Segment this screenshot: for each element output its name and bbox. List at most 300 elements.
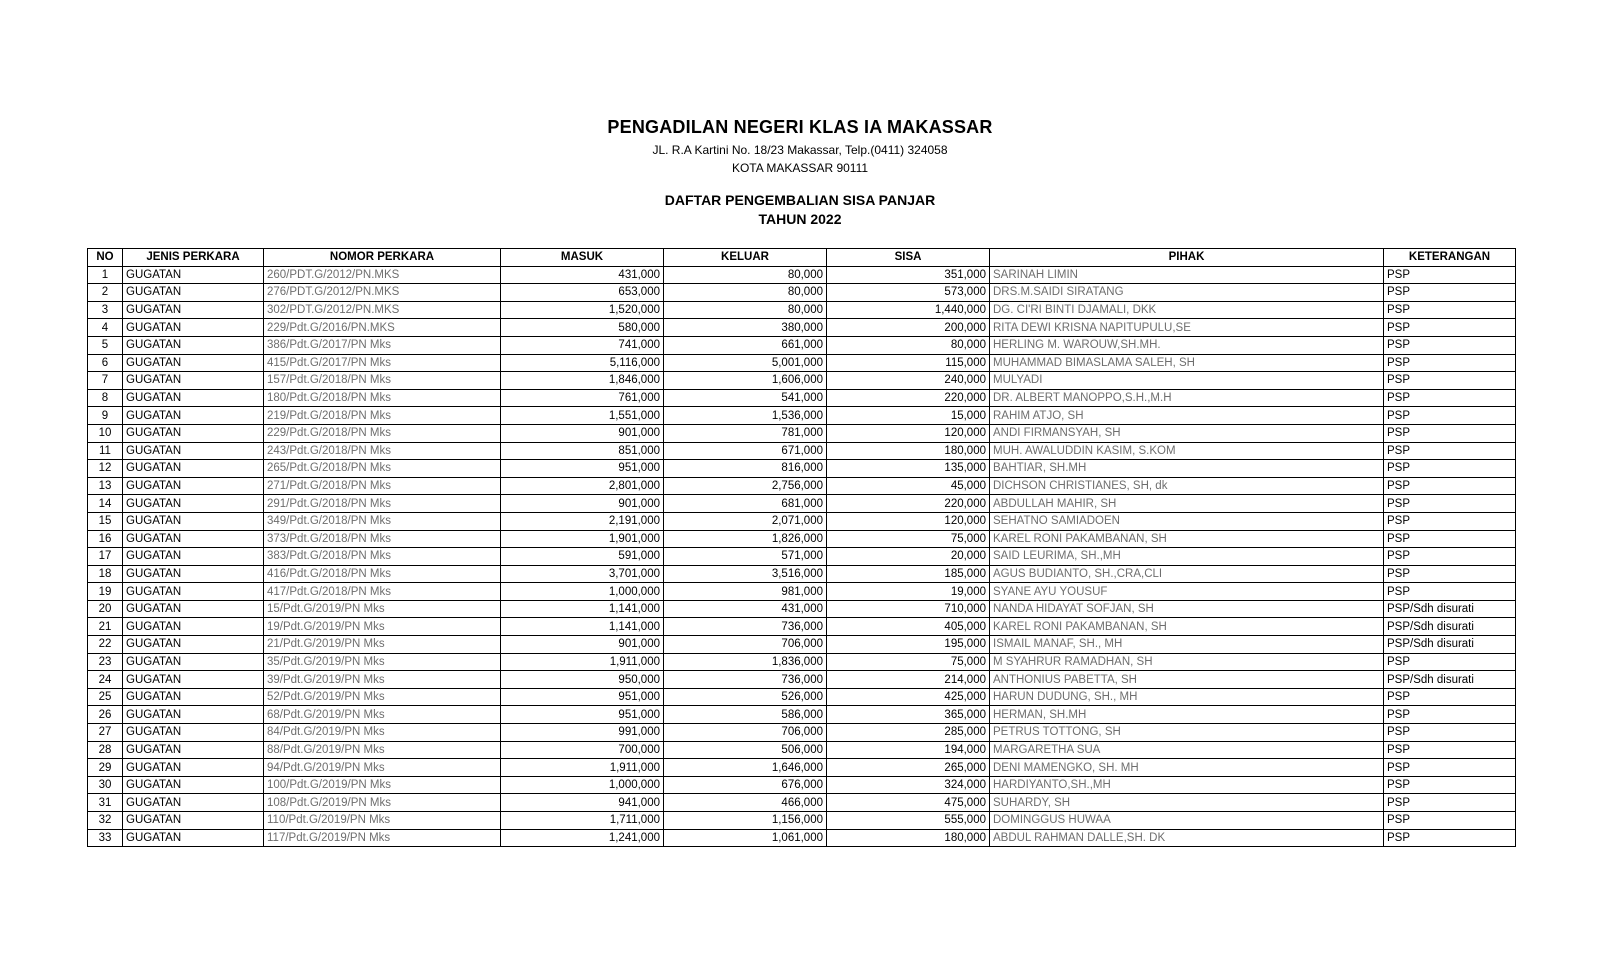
case-type-cell: GUGATAN — [123, 706, 264, 724]
remarks-cell: PSP — [1384, 548, 1516, 566]
party-cell: SEHATNO SAMIADOEN — [990, 512, 1384, 530]
party-cell: BAHTIAR, SH.MH — [990, 460, 1384, 478]
amount-out-cell: 816,000 — [664, 460, 827, 478]
party-cell: MUH. AWALUDDIN KASIM, S.KOM — [990, 442, 1384, 460]
remarks-cell: PSP — [1384, 266, 1516, 284]
party-cell: SUHARDY, SH — [990, 794, 1384, 812]
row-number-cell: 27 — [88, 724, 123, 742]
party-cell: MUHAMMAD BIMASLAMA SALEH, SH — [990, 354, 1384, 372]
court-city: KOTA MAKASSAR 90111 — [731, 161, 869, 175]
remarks-cell: PSP — [1384, 336, 1516, 354]
amount-in-cell: 1,520,000 — [501, 301, 664, 319]
table-header-row — [88, 249, 1516, 267]
column-header-pihak: PIHAK — [990, 249, 1384, 267]
balance-cell: 324,000 — [827, 776, 990, 794]
balance-cell: 425,000 — [827, 688, 990, 706]
case-number-cell: 52/Pdt.G/2019/PN Mks — [264, 688, 501, 706]
balance-cell: 573,000 — [827, 284, 990, 302]
table-row — [88, 266, 1516, 284]
case-type-cell: GUGATAN — [123, 600, 264, 618]
table-row — [88, 407, 1516, 425]
court-address: JL. R.A Kartini No. 18/23 Makassar, Telp.(0411) 324058 — [652, 143, 948, 157]
case-type-cell: GUGATAN — [123, 424, 264, 442]
party-cell: KAREL RONI PAKAMBANAN, SH — [990, 530, 1384, 548]
balance-cell: 365,000 — [827, 706, 990, 724]
court-name: PENGADILAN NEGERI KLAS IA MAKASSAR — [607, 117, 993, 137]
balance-cell: 240,000 — [827, 372, 990, 390]
party-cell: HERLING M. WAROUW,SH.MH. — [990, 336, 1384, 354]
table-row — [88, 477, 1516, 495]
table-row — [88, 284, 1516, 302]
case-number-cell: 373/Pdt.G/2018/PN Mks — [264, 530, 501, 548]
amount-out-cell: 661,000 — [664, 336, 827, 354]
case-type-cell: GUGATAN — [123, 583, 264, 601]
case-number-cell: 291/Pdt.G/2018/PN Mks — [264, 495, 501, 513]
amount-in-cell: 1,241,000 — [501, 829, 664, 847]
balance-cell: 555,000 — [827, 812, 990, 830]
remarks-cell: PSP — [1384, 460, 1516, 478]
balance-cell: 220,000 — [827, 389, 990, 407]
party-cell: HARUN DUDUNG, SH., MH — [990, 688, 1384, 706]
remarks-cell: PSP/Sdh disurati — [1384, 636, 1516, 654]
balance-cell: 265,000 — [827, 759, 990, 777]
case-number-cell: 94/Pdt.G/2019/PN Mks — [264, 759, 501, 777]
case-type-cell: GUGATAN — [123, 407, 264, 425]
case-number-cell: 302/PDT.G/2012/PN.MKS — [264, 301, 501, 319]
amount-in-cell: 851,000 — [501, 442, 664, 460]
amount-out-cell: 706,000 — [664, 636, 827, 654]
amount-out-cell: 526,000 — [664, 688, 827, 706]
row-number-cell: 15 — [88, 512, 123, 530]
case-number-cell: 35/Pdt.G/2019/PN Mks — [264, 653, 501, 671]
balance-cell: 475,000 — [827, 794, 990, 812]
table-row — [88, 424, 1516, 442]
balance-cell: 185,000 — [827, 565, 990, 583]
row-number-cell: 8 — [88, 389, 123, 407]
case-number-cell: 100/Pdt.G/2019/PN Mks — [264, 776, 501, 794]
amount-out-cell: 5,001,000 — [664, 354, 827, 372]
balance-cell: 195,000 — [827, 636, 990, 654]
case-number-cell: 110/Pdt.G/2019/PN Mks — [264, 812, 501, 830]
case-type-cell: GUGATAN — [123, 812, 264, 830]
party-cell: M SYAHRUR RAMADHAN, SH — [990, 653, 1384, 671]
amount-out-cell: 3,516,000 — [664, 565, 827, 583]
case-number-cell: 84/Pdt.G/2019/PN Mks — [264, 724, 501, 742]
case-type-cell: GUGATAN — [123, 741, 264, 759]
amount-out-cell: 1,156,000 — [664, 812, 827, 830]
case-type-cell: GUGATAN — [123, 548, 264, 566]
case-number-cell: 276/PDT.G/2012/PN.MKS — [264, 284, 501, 302]
case-type-cell: GUGATAN — [123, 776, 264, 794]
case-type-cell: GUGATAN — [123, 688, 264, 706]
party-cell: ABDULLAH MAHIR, SH — [990, 495, 1384, 513]
row-number-cell: 30 — [88, 776, 123, 794]
amount-in-cell: 1,911,000 — [501, 653, 664, 671]
case-type-cell: GUGATAN — [123, 460, 264, 478]
table-row — [88, 776, 1516, 794]
remarks-cell: PSP — [1384, 512, 1516, 530]
amount-out-cell: 736,000 — [664, 618, 827, 636]
party-cell: SARINAH LIMIN — [990, 266, 1384, 284]
balance-cell: 405,000 — [827, 618, 990, 636]
remarks-cell: PSP/Sdh disurati — [1384, 618, 1516, 636]
column-header-jenis-perkara: JENIS PERKARA — [123, 249, 264, 267]
case-number-cell: 157/Pdt.G/2018/PN Mks — [264, 372, 501, 390]
balance-cell: 15,000 — [827, 407, 990, 425]
case-number-cell: 229/Pdt.G/2018/PN Mks — [264, 424, 501, 442]
remarks-cell: PSP — [1384, 424, 1516, 442]
case-type-cell: GUGATAN — [123, 530, 264, 548]
amount-out-cell: 80,000 — [664, 284, 827, 302]
case-number-cell: 386/Pdt.G/2017/PN Mks — [264, 336, 501, 354]
balance-cell: 200,000 — [827, 319, 990, 337]
table-row — [88, 706, 1516, 724]
table-row — [88, 618, 1516, 636]
party-cell: KAREL RONI PAKAMBANAN, SH — [990, 618, 1384, 636]
case-number-cell: 417/Pdt.G/2018/PN Mks — [264, 583, 501, 601]
refund-table — [87, 248, 1516, 847]
table-row — [88, 829, 1516, 847]
row-number-cell: 1 — [88, 266, 123, 284]
balance-cell: 1,440,000 — [827, 301, 990, 319]
remarks-cell: PSP — [1384, 372, 1516, 390]
table-row — [88, 530, 1516, 548]
remarks-cell: PSP — [1384, 759, 1516, 777]
balance-cell: 710,000 — [827, 600, 990, 618]
amount-out-cell: 80,000 — [664, 301, 827, 319]
party-cell: DOMINGGUS HUWAA — [990, 812, 1384, 830]
row-number-cell: 19 — [88, 583, 123, 601]
case-number-cell: 243/Pdt.G/2018/PN Mks — [264, 442, 501, 460]
amount-in-cell: 3,701,000 — [501, 565, 664, 583]
table-row — [88, 354, 1516, 372]
case-type-cell: GUGATAN — [123, 284, 264, 302]
case-number-cell: 229/Pdt.G/2016/PN.MKS — [264, 319, 501, 337]
remarks-cell: PSP — [1384, 724, 1516, 742]
column-header-sisa: SISA — [827, 249, 990, 267]
balance-cell: 45,000 — [827, 477, 990, 495]
balance-cell: 180,000 — [827, 442, 990, 460]
row-number-cell: 6 — [88, 354, 123, 372]
remarks-cell: PSP/Sdh disurati — [1384, 600, 1516, 618]
amount-out-cell: 1,836,000 — [664, 653, 827, 671]
party-cell: RAHIM ATJO, SH — [990, 407, 1384, 425]
amount-out-cell: 541,000 — [664, 389, 827, 407]
table-row — [88, 372, 1516, 390]
amount-out-cell: 571,000 — [664, 548, 827, 566]
table-row — [88, 301, 1516, 319]
table-row — [88, 336, 1516, 354]
balance-cell: 19,000 — [827, 583, 990, 601]
party-cell: RITA DEWI KRISNA NAPITUPULU,SE — [990, 319, 1384, 337]
table-row — [88, 600, 1516, 618]
remarks-cell: PSP — [1384, 530, 1516, 548]
row-number-cell: 2 — [88, 284, 123, 302]
balance-cell: 220,000 — [827, 495, 990, 513]
amount-in-cell: 1,551,000 — [501, 407, 664, 425]
table-row — [88, 812, 1516, 830]
column-header-keluar: KELUAR — [664, 249, 827, 267]
case-number-cell: 416/Pdt.G/2018/PN Mks — [264, 565, 501, 583]
amount-out-cell: 1,606,000 — [664, 372, 827, 390]
balance-cell: 214,000 — [827, 671, 990, 689]
case-number-cell: 19/Pdt.G/2019/PN Mks — [264, 618, 501, 636]
table-row — [88, 653, 1516, 671]
party-cell: ABDUL RAHMAN DALLE,SH. DK — [990, 829, 1384, 847]
party-cell: MULYADI — [990, 372, 1384, 390]
amount-in-cell: 431,000 — [501, 266, 664, 284]
remarks-cell: PSP — [1384, 829, 1516, 847]
case-type-cell: GUGATAN — [123, 794, 264, 812]
remarks-cell: PSP — [1384, 688, 1516, 706]
remarks-cell: PSP — [1384, 706, 1516, 724]
case-number-cell: 383/Pdt.G/2018/PN Mks — [264, 548, 501, 566]
amount-out-cell: 2,756,000 — [664, 477, 827, 495]
table-body — [88, 266, 1516, 847]
remarks-cell: PSP — [1384, 389, 1516, 407]
table-row — [88, 794, 1516, 812]
remarks-cell: PSP — [1384, 812, 1516, 830]
column-header-no: NO — [88, 249, 123, 267]
case-number-cell: 108/Pdt.G/2019/PN Mks — [264, 794, 501, 812]
case-type-cell: GUGATAN — [123, 565, 264, 583]
case-number-cell: 260/PDT.G/2012/PN.MKS — [264, 266, 501, 284]
amount-out-cell: 676,000 — [664, 776, 827, 794]
row-number-cell: 11 — [88, 442, 123, 460]
amount-in-cell: 901,000 — [501, 495, 664, 513]
case-type-cell: GUGATAN — [123, 389, 264, 407]
amount-in-cell: 1,141,000 — [501, 618, 664, 636]
amount-in-cell: 941,000 — [501, 794, 664, 812]
case-number-cell: 15/Pdt.G/2019/PN Mks — [264, 600, 501, 618]
row-number-cell: 13 — [88, 477, 123, 495]
amount-in-cell: 1,711,000 — [501, 812, 664, 830]
case-type-cell: GUGATAN — [123, 636, 264, 654]
row-number-cell: 7 — [88, 372, 123, 390]
row-number-cell: 14 — [88, 495, 123, 513]
case-type-cell: GUGATAN — [123, 319, 264, 337]
balance-cell: 180,000 — [827, 829, 990, 847]
table-row — [88, 389, 1516, 407]
column-header-keterangan: KETERANGAN — [1384, 249, 1516, 267]
case-type-cell: GUGATAN — [123, 495, 264, 513]
row-number-cell: 12 — [88, 460, 123, 478]
row-number-cell: 17 — [88, 548, 123, 566]
case-type-cell: GUGATAN — [123, 759, 264, 777]
case-type-cell: GUGATAN — [123, 724, 264, 742]
party-cell: ANTHONIUS PABETTA, SH — [990, 671, 1384, 689]
case-type-cell: GUGATAN — [123, 477, 264, 495]
amount-in-cell: 1,911,000 — [501, 759, 664, 777]
table-row — [88, 671, 1516, 689]
balance-cell: 120,000 — [827, 512, 990, 530]
balance-cell: 351,000 — [827, 266, 990, 284]
case-type-cell: GUGATAN — [123, 354, 264, 372]
table-row — [88, 583, 1516, 601]
remarks-cell: PSP — [1384, 354, 1516, 372]
document-title: DAFTAR PENGEMBALIAN SISA PANJAR — [664, 192, 936, 208]
case-type-cell: GUGATAN — [123, 442, 264, 460]
table-row — [88, 512, 1516, 530]
row-number-cell: 32 — [88, 812, 123, 830]
remarks-cell: PSP — [1384, 776, 1516, 794]
amount-out-cell: 506,000 — [664, 741, 827, 759]
case-type-cell: GUGATAN — [123, 372, 264, 390]
amount-in-cell: 5,116,000 — [501, 354, 664, 372]
party-cell: AGUS BUDIANTO, SH.,CRA,CLI — [990, 565, 1384, 583]
table-row — [88, 565, 1516, 583]
party-cell: SAID LEURIMA, SH.,MH — [990, 548, 1384, 566]
amount-out-cell: 1,646,000 — [664, 759, 827, 777]
amount-out-cell: 380,000 — [664, 319, 827, 337]
balance-cell: 75,000 — [827, 653, 990, 671]
row-number-cell: 29 — [88, 759, 123, 777]
table-row — [88, 460, 1516, 478]
amount-out-cell: 586,000 — [664, 706, 827, 724]
amount-in-cell: 2,801,000 — [501, 477, 664, 495]
amount-out-cell: 80,000 — [664, 266, 827, 284]
balance-cell: 194,000 — [827, 741, 990, 759]
table-row — [88, 724, 1516, 742]
case-number-cell: 68/Pdt.G/2019/PN Mks — [264, 706, 501, 724]
amount-in-cell: 580,000 — [501, 319, 664, 337]
amount-in-cell: 591,000 — [501, 548, 664, 566]
amount-out-cell: 466,000 — [664, 794, 827, 812]
amount-out-cell: 981,000 — [664, 583, 827, 601]
amount-out-cell: 706,000 — [664, 724, 827, 742]
row-number-cell: 23 — [88, 653, 123, 671]
amount-out-cell: 681,000 — [664, 495, 827, 513]
amount-in-cell: 653,000 — [501, 284, 664, 302]
amount-in-cell: 901,000 — [501, 424, 664, 442]
balance-cell: 120,000 — [827, 424, 990, 442]
table-row — [88, 636, 1516, 654]
table-row — [88, 319, 1516, 337]
amount-in-cell: 761,000 — [501, 389, 664, 407]
amount-in-cell: 741,000 — [501, 336, 664, 354]
party-cell: HERMAN, SH.MH — [990, 706, 1384, 724]
remarks-cell: PSP — [1384, 442, 1516, 460]
column-header-nomor-perkara: NOMOR PERKARA — [264, 249, 501, 267]
case-type-cell: GUGATAN — [123, 301, 264, 319]
party-cell: NANDA HIDAYAT SOFJAN, SH — [990, 600, 1384, 618]
remarks-cell: PSP — [1384, 407, 1516, 425]
amount-in-cell: 700,000 — [501, 741, 664, 759]
row-number-cell: 24 — [88, 671, 123, 689]
amount-in-cell: 991,000 — [501, 724, 664, 742]
table-row — [88, 495, 1516, 513]
table-row — [88, 741, 1516, 759]
balance-cell: 80,000 — [827, 336, 990, 354]
amount-out-cell: 1,536,000 — [664, 407, 827, 425]
case-type-cell: GUGATAN — [123, 618, 264, 636]
row-number-cell: 5 — [88, 336, 123, 354]
case-number-cell: 219/Pdt.G/2018/PN Mks — [264, 407, 501, 425]
row-number-cell: 4 — [88, 319, 123, 337]
case-number-cell: 21/Pdt.G/2019/PN Mks — [264, 636, 501, 654]
case-number-cell: 271/Pdt.G/2018/PN Mks — [264, 477, 501, 495]
remarks-cell: PSP — [1384, 495, 1516, 513]
amount-out-cell: 671,000 — [664, 442, 827, 460]
remarks-cell: PSP/Sdh disurati — [1384, 671, 1516, 689]
remarks-cell: PSP — [1384, 301, 1516, 319]
case-number-cell: 415/Pdt.G/2017/PN Mks — [264, 354, 501, 372]
amount-in-cell: 950,000 — [501, 671, 664, 689]
row-number-cell: 33 — [88, 829, 123, 847]
case-type-cell: GUGATAN — [123, 829, 264, 847]
party-cell: DRS.M.SAIDI SIRATANG — [990, 284, 1384, 302]
row-number-cell: 22 — [88, 636, 123, 654]
table-row — [88, 759, 1516, 777]
amount-out-cell: 431,000 — [664, 600, 827, 618]
row-number-cell: 25 — [88, 688, 123, 706]
amount-out-cell: 1,061,000 — [664, 829, 827, 847]
case-type-cell: GUGATAN — [123, 671, 264, 689]
amount-in-cell: 1,141,000 — [501, 600, 664, 618]
case-type-cell: GUGATAN — [123, 512, 264, 530]
party-cell: PETRUS TOTTONG, SH — [990, 724, 1384, 742]
row-number-cell: 31 — [88, 794, 123, 812]
case-number-cell: 180/Pdt.G/2018/PN Mks — [264, 389, 501, 407]
amount-out-cell: 781,000 — [664, 424, 827, 442]
party-cell: ISMAIL MANAF, SH., MH — [990, 636, 1384, 654]
amount-in-cell: 1,901,000 — [501, 530, 664, 548]
amount-in-cell: 951,000 — [501, 460, 664, 478]
party-cell: DICHSON CHRISTIANES, SH, dk — [990, 477, 1384, 495]
remarks-cell: PSP — [1384, 741, 1516, 759]
table-row — [88, 548, 1516, 566]
row-number-cell: 20 — [88, 600, 123, 618]
row-number-cell: 10 — [88, 424, 123, 442]
amount-in-cell: 901,000 — [501, 636, 664, 654]
party-cell: HARDIYANTO,SH.,MH — [990, 776, 1384, 794]
remarks-cell: PSP — [1384, 319, 1516, 337]
amount-out-cell: 736,000 — [664, 671, 827, 689]
case-number-cell: 39/Pdt.G/2019/PN Mks — [264, 671, 501, 689]
row-number-cell: 26 — [88, 706, 123, 724]
amount-out-cell: 2,071,000 — [664, 512, 827, 530]
amount-in-cell: 1,000,000 — [501, 583, 664, 601]
amount-out-cell: 1,826,000 — [664, 530, 827, 548]
amount-in-cell: 1,000,000 — [501, 776, 664, 794]
party-cell: SYANE AYU YOUSUF — [990, 583, 1384, 601]
row-number-cell: 16 — [88, 530, 123, 548]
row-number-cell: 9 — [88, 407, 123, 425]
row-number-cell: 28 — [88, 741, 123, 759]
balance-cell: 75,000 — [827, 530, 990, 548]
party-cell: MARGARETHA SUA — [990, 741, 1384, 759]
party-cell: ANDI FIRMANSYAH, SH — [990, 424, 1384, 442]
remarks-cell: PSP — [1384, 794, 1516, 812]
case-number-cell: 349/Pdt.G/2018/PN Mks — [264, 512, 501, 530]
balance-cell: 135,000 — [827, 460, 990, 478]
balance-cell: 20,000 — [827, 548, 990, 566]
party-cell: DENI MAMENGKO, SH. MH — [990, 759, 1384, 777]
amount-in-cell: 2,191,000 — [501, 512, 664, 530]
remarks-cell: PSP — [1384, 284, 1516, 302]
row-number-cell: 18 — [88, 565, 123, 583]
remarks-cell: PSP — [1384, 477, 1516, 495]
row-number-cell: 21 — [88, 618, 123, 636]
document-year: TAHUN 2022 — [758, 211, 842, 227]
case-type-cell: GUGATAN — [123, 266, 264, 284]
table-row — [88, 688, 1516, 706]
row-number-cell: 3 — [88, 301, 123, 319]
amount-in-cell: 1,846,000 — [501, 372, 664, 390]
table-row — [88, 442, 1516, 460]
case-type-cell: GUGATAN — [123, 336, 264, 354]
balance-cell: 285,000 — [827, 724, 990, 742]
